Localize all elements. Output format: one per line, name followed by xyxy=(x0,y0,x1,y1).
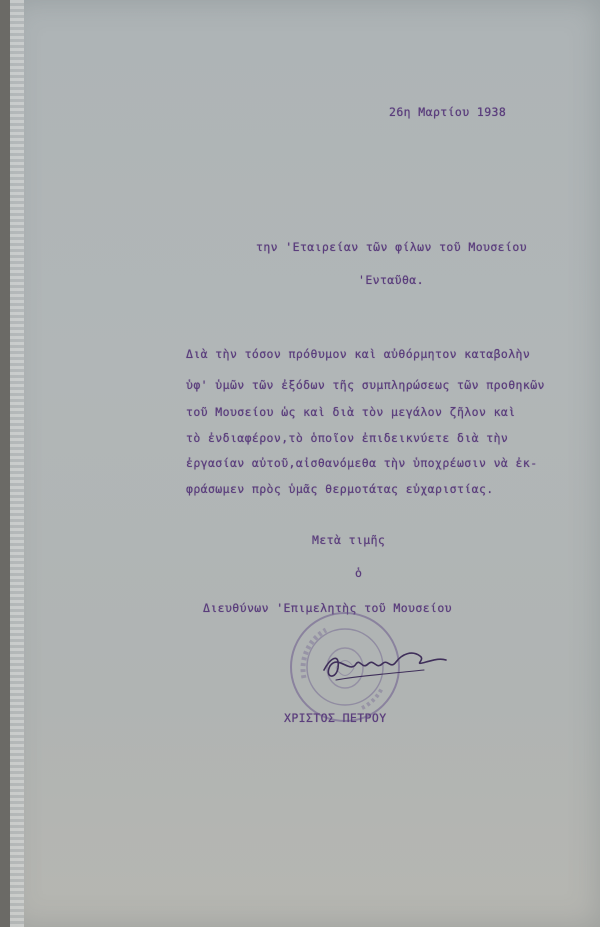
letter-date: 26η Μαρτίου 1938 xyxy=(389,105,507,119)
body-line: Διὰ τὴν τόσον πρόθυμον καὶ αὐθόρμητον καταβολὴν xyxy=(186,347,531,361)
signatory-title: Διευθύνων 'Επιμελητὴς τοῦ Μουσείου xyxy=(203,601,453,615)
body-line: τοῦ Μουσείου ὡς καὶ διὰ τὸν μεγάλον ζῆλον καὶ xyxy=(186,405,516,419)
signatory-name: ΧΡΙΣΤΟΣ ΠΕΤΡΟΥ xyxy=(284,711,387,725)
body-line: ὑφ' ὑμῶν τῶν ἐξόδων τῆς συμπληρώσεως τῶν προθηκῶν xyxy=(186,378,545,392)
body-line: τὸ ἐνδιαφέρον,τὸ ὁποῖον ἐπιδεικνύετε διὰ τὴν xyxy=(186,431,509,445)
recipient-line-1: την 'Εταιρείαν τῶν φίλων τοῦ Μουσείου xyxy=(256,240,527,254)
closing-article: ὁ xyxy=(355,566,363,580)
body-line: φράσωμεν πρὸς ὑμᾶς θερμοτάτας εὐχαριστίας. xyxy=(186,482,494,496)
recipient-line-2: 'Ενταῦθα. xyxy=(358,273,424,287)
closing-phrase: Μετὰ τιμῆς xyxy=(312,533,386,547)
handwritten-signature xyxy=(316,640,456,690)
body-line: ἐργασίαν αὐτοῦ,αἰσθανόμεθα τὴν ὑποχρέωσιν νὰ ἐκ- xyxy=(186,456,538,470)
torn-left-edge xyxy=(10,0,24,927)
